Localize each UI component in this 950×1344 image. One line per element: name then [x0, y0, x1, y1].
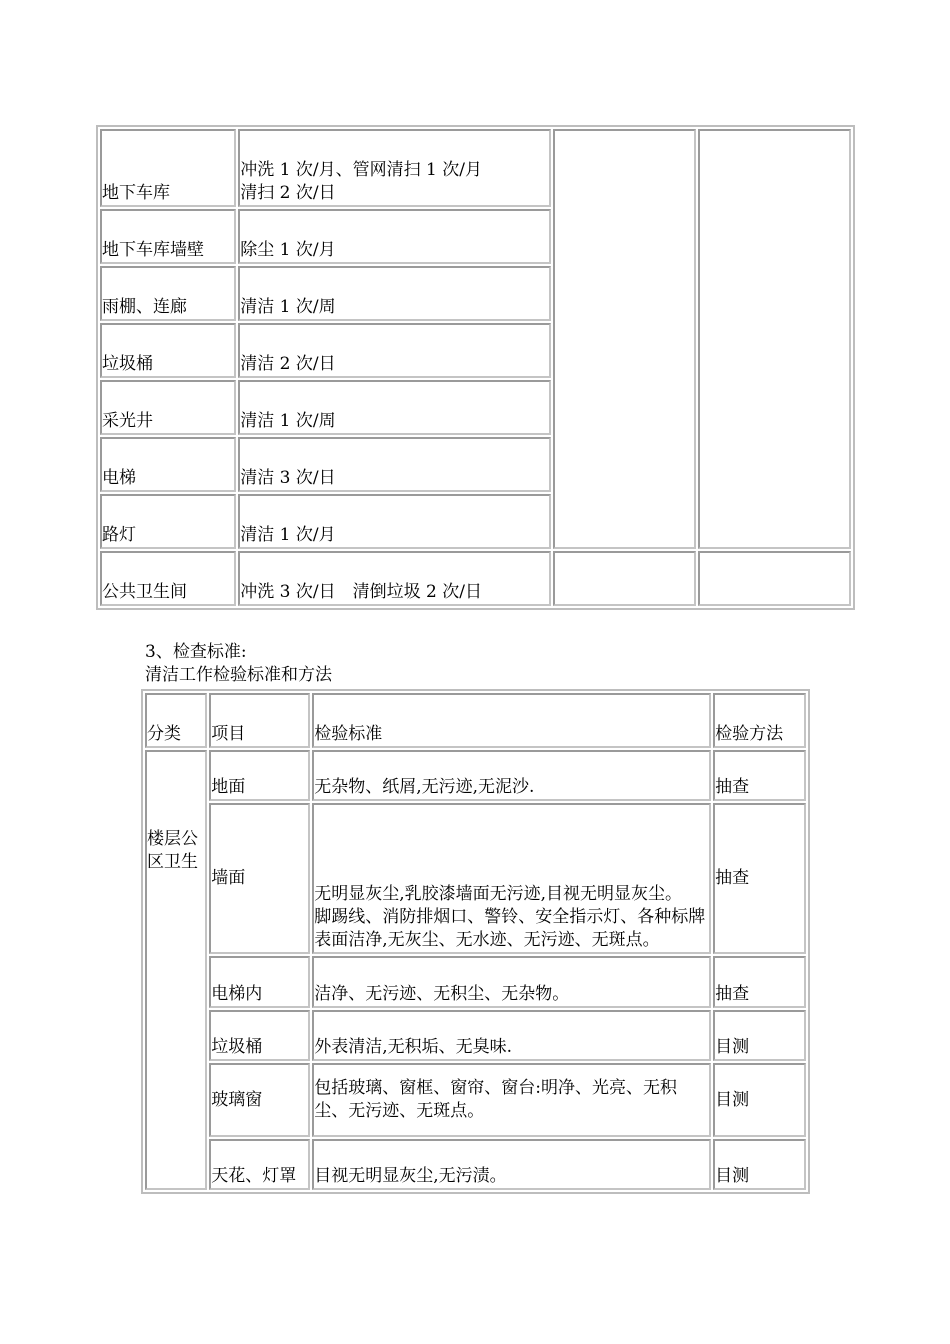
header-item: 项目: [209, 693, 310, 748]
area-cell: 地下车库墙壁: [100, 209, 236, 264]
area-cell: 地下车库: [100, 129, 236, 207]
empty-cell: [698, 129, 851, 549]
frequency-cell: 冲洗 1 次/月、管网清扫 1 次/月 清扫 2 次/日: [238, 129, 551, 207]
table-row: [100, 129, 851, 207]
standard-cell: 目视无明显灰尘,无污渍。: [312, 1139, 711, 1190]
area-cell: 路灯: [100, 494, 236, 549]
table-row: [100, 551, 851, 606]
header-category: 分类: [145, 693, 207, 748]
area-cell: 雨棚、连廊: [100, 266, 236, 321]
header-row: [145, 693, 806, 748]
method-cell: 目测: [713, 1139, 806, 1190]
method-cell: 目测: [713, 1063, 806, 1137]
table-row: [145, 1010, 806, 1061]
item-cell: 墙面: [209, 803, 310, 954]
item-cell: 地面: [209, 750, 310, 801]
table-row: [145, 803, 806, 954]
section-heading: 3、检查标准:: [145, 642, 247, 662]
method-cell: 抽查: [713, 750, 806, 801]
header-method: 检验方法: [713, 693, 806, 748]
item-cell: 玻璃窗: [209, 1063, 310, 1137]
frequency-cell: 清洁 1 次/周: [238, 380, 551, 435]
empty-cell: [553, 551, 696, 606]
standard-cell: 包括玻璃、窗框、窗帘、窗台:明净、光亮、无积尘、无污迹、无斑点。: [312, 1063, 711, 1137]
item-cell: 天花、灯罩: [209, 1139, 310, 1190]
frequency-cell: 清洁 1 次/月: [238, 494, 551, 549]
standard-cell: 无明显灰尘,乳胶漆墙面无污迹,目视无明显灰尘。 脚踢线、消防排烟口、警铃、安全指示灯、各种标牌表面洁净,无灰尘、无水迹、无污迹、无斑点。: [312, 803, 711, 954]
table-row: [145, 750, 806, 801]
inspection-standards-table: [141, 689, 810, 1194]
standard-cell: 外表清洁,无积垢、无臭味.: [312, 1010, 711, 1061]
standard-cell: 无杂物、纸屑,无污迹,无泥沙.: [312, 750, 711, 801]
frequency-cell: 清洁 3 次/日: [238, 437, 551, 492]
empty-cell: [553, 129, 696, 549]
area-cell: 采光井: [100, 380, 236, 435]
method-cell: 抽查: [713, 956, 806, 1008]
section-subheading: 清洁工作检验标准和方法: [145, 665, 332, 685]
category-cell: 楼层公区卫生: [145, 750, 207, 1190]
standard-cell: 洁净、无污迹、无积尘、无杂物。: [312, 956, 711, 1008]
table-row: [145, 956, 806, 1008]
table-row: [145, 1063, 806, 1137]
empty-cell: [698, 551, 851, 606]
area-cell: 垃圾桶: [100, 323, 236, 378]
item-cell: 电梯内: [209, 956, 310, 1008]
cleaning-schedule-table: [96, 125, 855, 610]
table-row: [145, 1139, 806, 1190]
frequency-cell: 冲洗 3 次/日 清倒垃圾 2 次/日: [238, 551, 551, 606]
area-cell: 公共卫生间: [100, 551, 236, 606]
method-cell: 目测: [713, 1010, 806, 1061]
frequency-cell: 清洁 2 次/日: [238, 323, 551, 378]
method-cell: 抽查: [713, 803, 806, 954]
frequency-cell: 清洁 1 次/周: [238, 266, 551, 321]
frequency-cell: 除尘 1 次/月: [238, 209, 551, 264]
header-standard: 检验标准: [312, 693, 711, 748]
item-cell: 垃圾桶: [209, 1010, 310, 1061]
area-cell: 电梯: [100, 437, 236, 492]
